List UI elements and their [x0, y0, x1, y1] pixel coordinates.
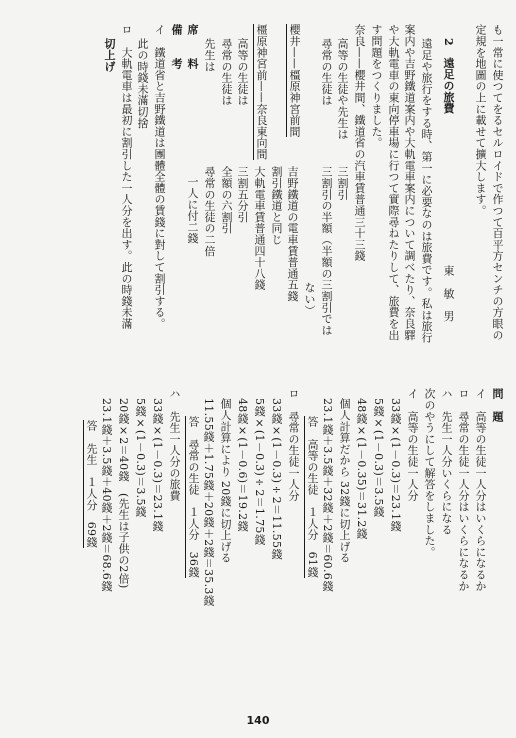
essay-line-4: 東 敏 男	[442, 265, 455, 322]
problem-line-4: ハ 先生一人分いくらになる	[440, 388, 453, 535]
essay-line-31: ロ 大軌電車は最初に割引した一人分を出す。此の時錢未滿	[120, 24, 133, 330]
problem-line-16: 48錢×(1－0.6)＝19.2錢	[236, 398, 249, 532]
essay-line-6: 案内や吉野鐵道案内や大軌電車案内について調べたり、奈良驛	[403, 24, 416, 341]
essay-line-21: 三割五分引	[236, 166, 249, 223]
essay-line-14: ない）	[303, 282, 316, 316]
problem-line-5: 次のやうにして解答をしました。	[423, 388, 436, 558]
problem-line-17: 個人計算により 20錢に切上げる	[219, 398, 232, 564]
essay-line-16: 吉野鐵道の電車賃普通五錢	[286, 166, 299, 302]
problem-line-25: 答 先生 １人分 69錢	[85, 420, 98, 548]
page-number: 140	[246, 714, 270, 727]
essay-line-11: 三割引	[336, 166, 349, 200]
problem-line-7: 33錢×(1－0.3)＝23.1錢	[389, 398, 402, 532]
essay-line-25: 尋常の生徒の二倍	[203, 166, 216, 257]
problem-line-18: 11.55錢＋1.75錢＋20錢＋2錢＝35.3錢	[202, 398, 215, 606]
problem-line-10: 個人計算だから 32錢に切上げる	[338, 398, 351, 564]
essay-line-12: 尋常の生徒は	[320, 38, 333, 106]
essay-line-23: 全額の六割引	[220, 166, 233, 234]
essay-line-2: 定規を地圖の上に載せて擴大します。	[474, 24, 487, 217]
problem-line-3: ロ 尋常の生徒一人分はいくらになるか	[457, 388, 470, 592]
problem-line-22: 5錢×(1－0.3)＝3.5錢	[134, 398, 147, 518]
essay-line-17: 割引鐵道と同じ	[270, 166, 283, 246]
essay-line-1: も一常に使つてをるセルロイドで作つて百平方センチの方眼の	[491, 24, 504, 341]
essay-line-26: 一人に付二錢	[186, 176, 199, 244]
problem-line-23: 20錢×2＝40錢 (先生は子供の2倍)	[117, 398, 130, 589]
problem-line-19: 答 尋常の生徒 １人分 36錢	[187, 416, 200, 578]
essay-line-28: 備 考	[170, 24, 183, 70]
essay-line-27: 席 料	[186, 24, 199, 70]
essay-line-18: 橿原神宮前——奈良東向間	[255, 24, 268, 160]
problem-line-15: 5錢×(1－0.3)÷2＝1.75錢	[253, 398, 266, 545]
essay-line-13: 三割引の半額（半額の三割引では	[320, 166, 333, 336]
essay-line-7: や大軌電車の東向停車場に行つて實際尋ねたりして、旅費を出	[387, 24, 400, 341]
essay-line-22: 尋常の生徒は	[220, 38, 233, 106]
essay-line-3: 2 遠足の旅費	[442, 38, 455, 114]
problem-line-14: 33錢×(1－0.3)÷2＝11.55錢	[270, 398, 283, 560]
essay-line-32: 切上げ	[103, 38, 116, 72]
essay-line-9: 奈良——櫻井間、鐵道省の汽車賃普通三十三錢	[353, 24, 366, 262]
problem-line-9: 48錢×(1－0.35)＝31.2錢	[355, 398, 368, 539]
problem-line-2: イ 高等の生徒一人分はいくらになるか	[474, 388, 487, 592]
problem-line-13: ロ 尋常の生徒一人分	[287, 388, 300, 501]
essay-line-10: 高等の生徒や先生は	[336, 38, 349, 140]
essay-line-5: 遠足や旅行をする時、第一に必要なのは旅費です。私は旅行	[420, 38, 433, 344]
problem-line-11: 23.1錢＋3.5錢＋32錢＋2錢＝60.6錢	[321, 398, 334, 592]
problem-line-1: 問 題	[491, 388, 504, 422]
essay-line-19: 大軌電車賃普通四十八錢	[253, 166, 266, 291]
problem-line-12: 答 高等の生徒 １人分 61錢	[306, 416, 319, 578]
problem-line-20: ハ 先生一人分の旅費	[168, 388, 181, 501]
essay-line-8: す問題をつくりました。	[370, 24, 383, 149]
essay-line-29: イ 鐵道省と吉野鐵道は團體全體の賃錢に對して割引する。	[153, 24, 166, 330]
problem-line-6: イ 高等の生徒一人分	[406, 388, 419, 501]
essay-line-30: 此の時錢未滿切捨	[136, 38, 149, 129]
problem-line-21: 33錢×(1－0.3)＝23.1錢	[151, 398, 164, 532]
essay-line-24: 先生は	[203, 38, 216, 72]
essay-line-20: 高等の生徒は	[236, 38, 249, 106]
essay-line-15: 櫻井——橿原神宮前間	[288, 24, 301, 137]
problem-line-24: 23.1錢＋3.5錢＋40錢＋2錢＝68.6錢	[100, 398, 113, 592]
problem-line-8: 5錢×(1－0.3)＝3.5錢	[372, 398, 385, 518]
